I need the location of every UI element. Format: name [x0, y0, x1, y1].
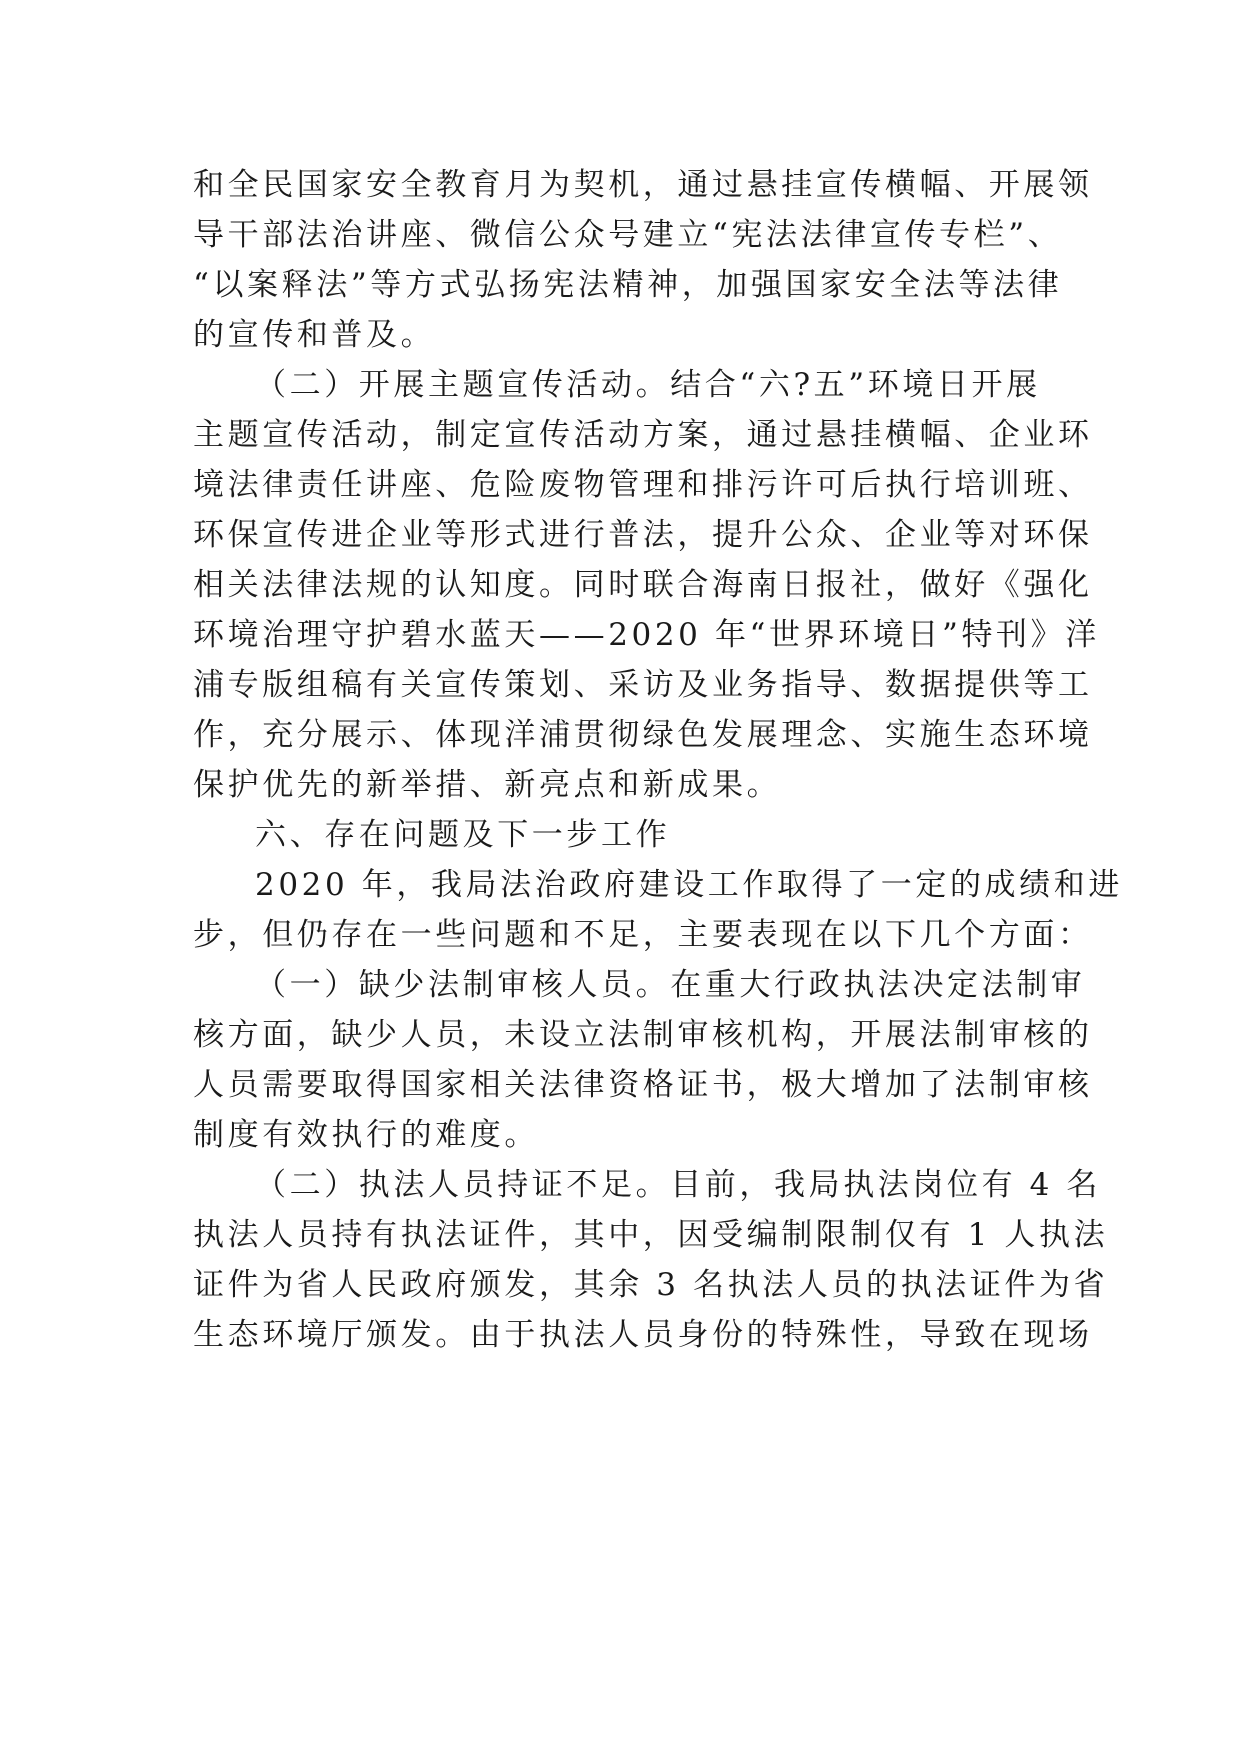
text-line: 人员需要取得国家相关法律资格证书，极大增加了法制审核	[193, 1067, 1093, 1103]
text-line: 执法人员持有执法证件，其中，因受编制限制仅有 1 人执法	[193, 1217, 1109, 1253]
document-body	[193, 160, 1123, 1360]
text-line: 环境治理守护碧水蓝天——2020 年“世界环境日”特刊》洋	[193, 617, 1100, 653]
text-line: 步，但仍存在一些问题和不足，主要表现在以下几个方面：	[193, 917, 1093, 953]
text-line: 的宣传和普及。	[193, 317, 436, 353]
text-line: 主题宣传活动，制定宣传活动方案，通过悬挂横幅、企业环	[193, 417, 1093, 453]
section-title: 六、存在问题及下一步工作	[255, 817, 671, 853]
text-line: 境法律责任讲座、危险废物管理和排污许可后执行培训班、	[193, 467, 1093, 503]
text-line: 生态环境厅颁发。由于执法人员身份的特殊性，导致在现场	[193, 1317, 1093, 1353]
text-line: 浦专版组稿有关宣传策划、采访及业务指导、数据提供等工	[193, 667, 1093, 703]
section-heading-line: （一）缺少法制审核人员。在重大行政执法决定法制审	[255, 967, 1086, 1003]
text-line: 制度有效执行的难度。	[193, 1117, 539, 1153]
text-line: 环保宣传进企业等形式进行普法，提升公众、企业等对环保	[193, 517, 1093, 553]
text-line: “以案释法”等方式弘扬宪法精神，加强国家安全法等法律	[193, 267, 1063, 303]
text-line: 保护优先的新举措、新亮点和新成果。	[193, 767, 782, 803]
paragraph-start-line: 2020 年，我局法治政府建设工作取得了一定的成绩和进	[255, 867, 1123, 903]
text-line: 相关法律法规的认知度。同时联合海南日报社，做好《强化	[193, 567, 1093, 603]
section-heading-line: （二）开展主题宣传活动。结合“六?五”环境日开展	[255, 367, 1041, 403]
text-line: 作，充分展示、体现洋浦贯彻绿色发展理念、实施生态环境	[193, 717, 1093, 753]
text-line: 证件为省人民政府颁发，其余 3 名执法人员的执法证件为省	[193, 1267, 1109, 1303]
text-line: 导干部法治讲座、微信公众号建立“宪法法律宣传专栏”、	[193, 217, 1063, 253]
section-heading-line: （二）执法人员持证不足。目前，我局执法岗位有 4 名	[255, 1167, 1102, 1203]
text-line: 和全民国家安全教育月为契机，通过悬挂宣传横幅、开展领	[193, 167, 1093, 203]
text-line: 核方面，缺少人员，未设立法制审核机构，开展法制审核的	[193, 1017, 1093, 1053]
